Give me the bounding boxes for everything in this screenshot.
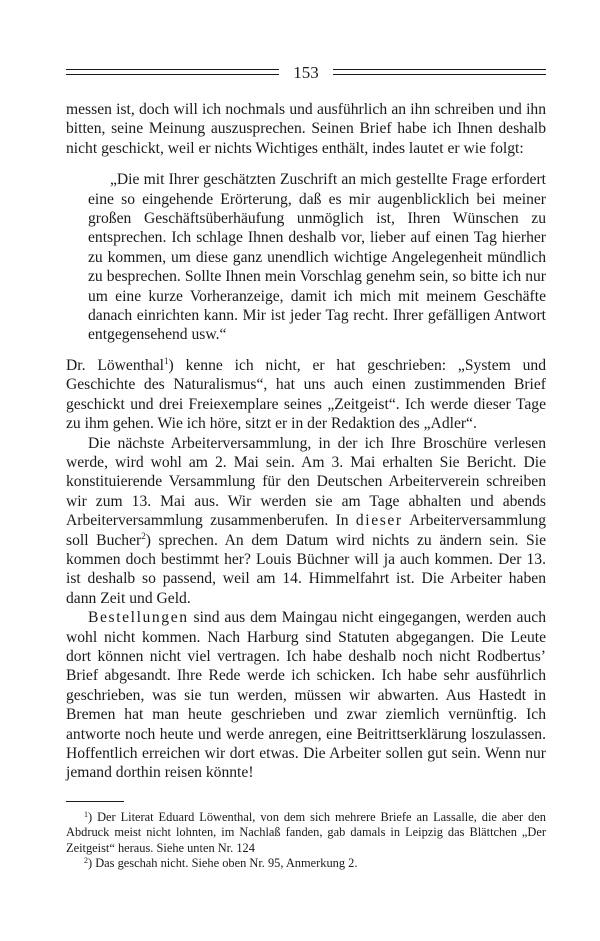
- footnote-ref-1: 1: [164, 355, 169, 366]
- header-rule-right: [333, 69, 546, 75]
- paragraph-2-rest: ) kenne ich nicht, er hat geschrieben: „System und Geschichte des Naturalismus“, hat uns auch einen zustimmenden Brief geschickt und drei Freiexemplare seines „Zeitgeist“. Ich werde dieser Tage zu ihm gehen. Wie ich höre, sitzt er in der Redaktion des „Adler“.: [66, 356, 546, 433]
- page-number: 153: [293, 62, 319, 82]
- paragraph-3-rest: ) sprechen. An dem Datum wird nichts zu ändern sein. Sie kommen doch bestimmt her? Louis Büchner will ja auch kommen. Der 13. ist deshalb so passend, weil am 14. Himmelfahrt ist. Die Arbeiter haben dann Zeit und Geld.: [66, 531, 546, 607]
- paragraph-3-start: Die nächste Arbeiterversammlung, in der ich Ihre Broschüre verlesen werde, wird wohl am 2. Mai sein. Am 3. Mai erhalten Sie Bericht. Die konstituierende Versammlung für den Deutschen Arbeiterverein schreiben wir zum 13. Mai aus. Wir werden sie am Tage abhalten und abends Arbeiterversammlung zusammenberufen. In: [66, 434, 546, 530]
- footnote-separator: [66, 801, 124, 802]
- paragraph-3-emphasis: dieser: [355, 512, 403, 530]
- quoted-letter: [88, 170, 546, 345]
- paragraph-2: [66, 356, 546, 434]
- footnote-2-text: ) Das geschah nicht. Siehe oben Nr. 95, Anmerkung 2.: [88, 856, 358, 871]
- footnote-1: [66, 810, 546, 856]
- paragraph-3: [66, 434, 546, 609]
- paragraph-4-emphasis: Bestellungen: [88, 609, 189, 627]
- paragraph-4-rest: sind aus dem Maingau nicht eingegangen, werden auch wohl nicht kommen. Nach Harburg sind Statuten abgegangen. Die Leute dort können nicht viel vertragen. Ich habe deshalb noch nicht Rodbertus’ Brief abgesandt. Ihre Rede werde ich schicken. Ich habe sehr ausführlich geschrieben, was sie tun werden, müssen wir abwarten. Aus Hastedt in Bremen hat man heute geschrieben und zwar ziemlich vernünftig. Ich antworte noch heute und werde anregen, eine Beitrittserklärung loszulassen. Hoffentlich erreichen wir dort etwas. Die Arbeiter sollen gut sein. Wenn nur jemand dorthin reisen könnte!: [66, 609, 546, 782]
- footnote-2: [66, 856, 546, 871]
- page-header: [66, 58, 546, 86]
- document-page: [66, 58, 546, 871]
- paragraph-2-start: Dr. Löwenthal: [66, 356, 165, 374]
- header-rule-left: [66, 69, 279, 75]
- paragraph-4: [66, 608, 546, 783]
- footnote-ref-2: 2: [141, 530, 146, 541]
- footnotes: [66, 810, 546, 872]
- footnote-1-mark: 1: [84, 809, 88, 819]
- paragraph-3-middle: Arbeiterversammlung soll Bucher: [66, 512, 546, 549]
- quote-text: „Die mit Ihrer geschätzten Zuschrift an mich gestellte Frage erfordert eine so eingehende Erörterung, daß es mir augenblicklich bei meiner großen Geschäftsüberhäufung unmöglich ist, Ihren Wünschen zu entsprechen. Ich schlage Ihnen deshalb vor, lieber auf einen Tag hierher zu kommen, um diese ganz unendlich wichtige Angelegenheit mündlich zu besprechen. Sollte Ihnen mein Vorschlag genehm sein, so bitte ich nur um eine kurze Vorheranzeige, damit ich mich mit meinem Geschäfte danach einrichten kann. Mir ist jeder Tag recht. Ihrer gefälligen Antwort entgegensehend usw.“: [88, 171, 546, 344]
- body-text: [66, 100, 546, 783]
- paragraph-1: messen ist, doch will ich nochmals und ausführlich an ihn schreiben und ihn bitten, seine Meinung auszusprechen. Seinen Brief habe ich Ihnen deshalb nicht geschickt, weil er nichts Wichtiges enthält, indes lautet er wie folgt:: [66, 101, 546, 157]
- footnote-2-mark: 2: [84, 856, 88, 866]
- footnote-1-text: ) Der Literat Eduard Löwenthal, von dem sich mehrere Briefe an Lassalle, die aber den Abdruck meist nicht lohnten, im Nachlaß fanden, gab damals in Leipzig das Blättchen „Der Zeitgeist“ heraus. Siehe unten Nr. 124: [66, 809, 546, 855]
